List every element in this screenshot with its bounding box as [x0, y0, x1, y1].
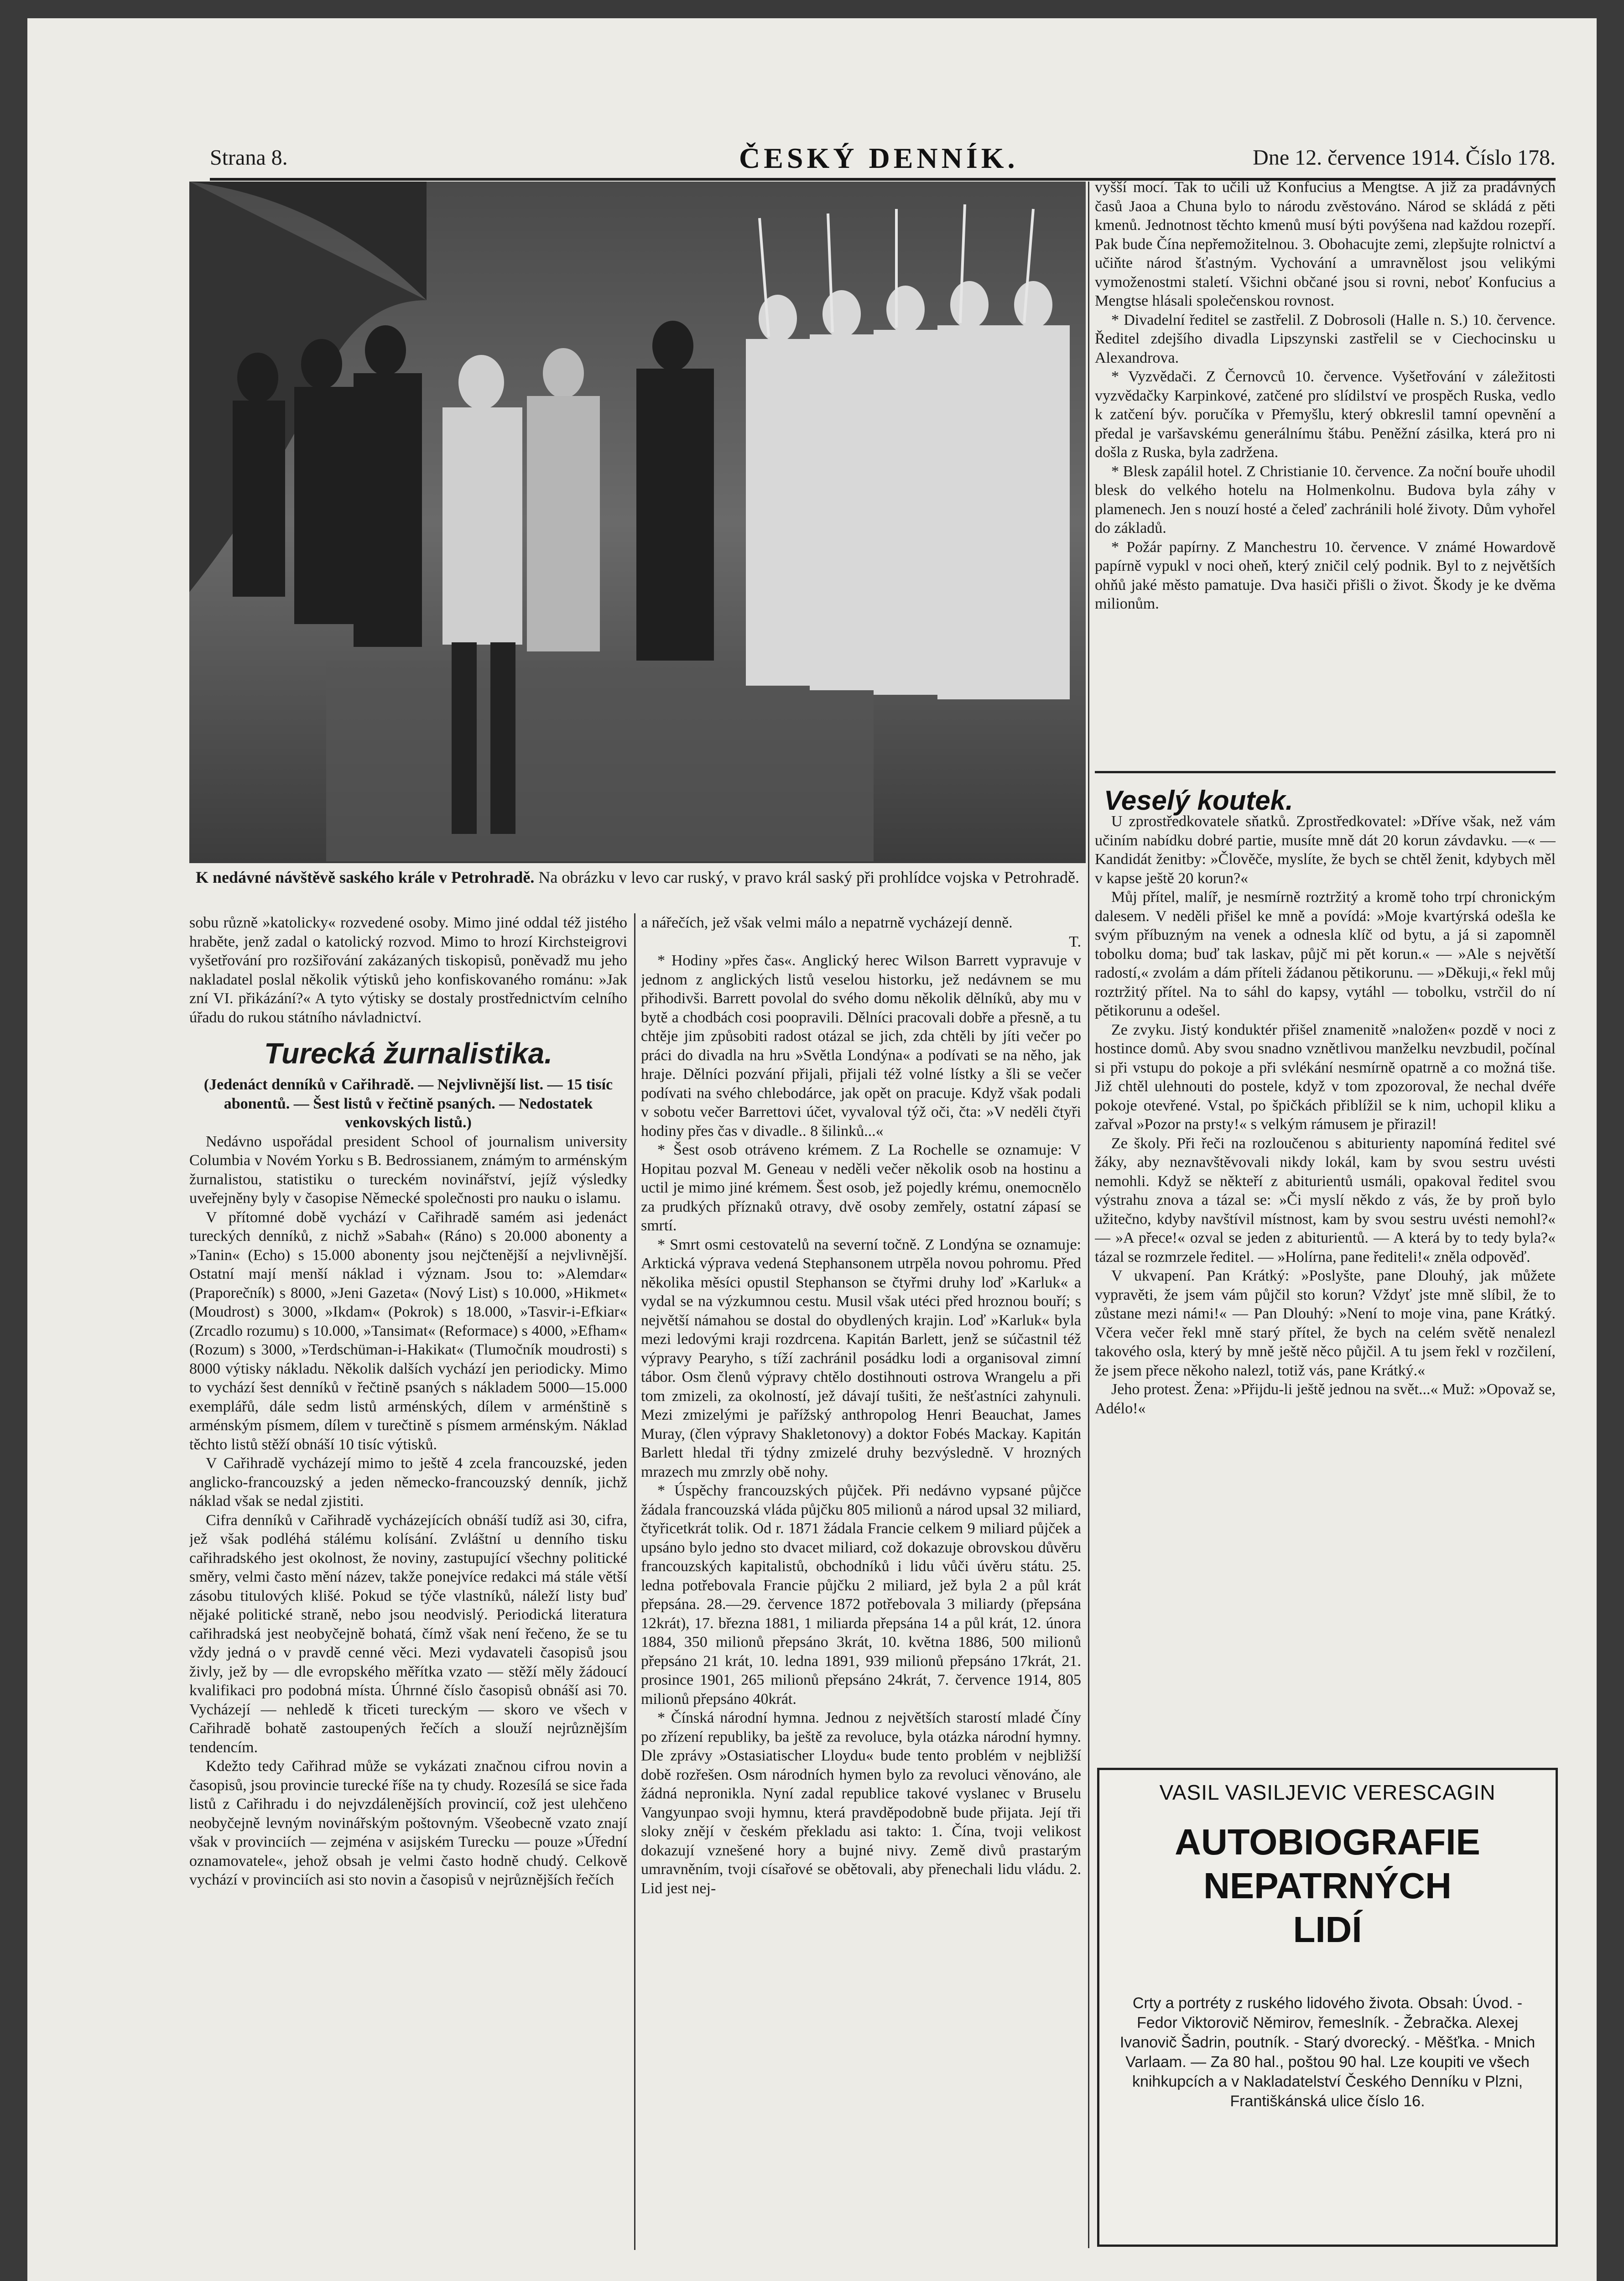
- paragraph: V Cařihradě vycházejí mimo to ještě 4 zcela francouzské, jeden anglicko-francouzský a jeden německo-francouzský denník, jichž náklad však se nedal zjistiti.: [189, 1455, 627, 1510]
- column-rule: [1088, 182, 1089, 2248]
- article-continuation: a nářečích, jež však velmi málo a nepatrně vycházejí denně.: [641, 914, 1013, 931]
- news-item: * Blesk zapálil hotel. Z Christianie 10. července. Za noční bouře uhodil blesk do velkého hotelu na Holmenkolnu. Budova byla záhy v plamenech. Jen s nouzí hosté a čeleď zachránili holé životy. Dům vyhořel do základů.: [1095, 463, 1556, 536]
- news-item: * Požár papírny. Z Manchestru 10. července. V známé Howardově papírně vypukl v noci oheň, který zničil celý podnik. Byl to z největších ohňů jaké město pamatuje. Dva hasiči přišli o život. Škody je ke dvěma milionům.: [1095, 538, 1556, 612]
- halftone-photo: [189, 182, 1086, 863]
- column-3: [1095, 178, 1556, 782]
- joke: Jeho protest. Žena: »Přijdu-li ještě jednou na svět...« Muž: »Opovaž se, Adélo!«: [1095, 1381, 1556, 1417]
- photo-caption: [189, 867, 1086, 888]
- book-advertisement: [1097, 1768, 1558, 2247]
- article-continuation: vyšší mocí. Tak to učili už Konfucius a Mengtse. A již za pradávných časů Jaoa a Chuna bylo to národu zvěstováno. Národ se skládá z pěti kmenů. Jednotnost těchto kmenů musí býti povýšena nad každou rozepří. Pak bude Čína nepřemožitelnou. 3. Obohacujte zemi, zlepšujte rolnictví a učiňte národ šťastným. Vychování a umravnělost jsou velikými vymoženostmi staletí. Všichni občané jsou si rovni, neboť Konfucius a Mengtse hlásali společenskou rovnost.: [1095, 179, 1556, 309]
- caption-lead: K nedávné návštěvě saského krále v Petrohradě.: [196, 868, 535, 886]
- joke: U zprostředkovatele sňatků. Zprostředkovatel: »Dříve však, než vám učiním nabídku dobré partie, musíte mně dát 20 korun závdavku. —« — Kandidát ženitby: »Člověče, myslíte, že bych se chtěl ženit, kdybych měl v kapse ještě 20 korun?«: [1095, 813, 1556, 887]
- news-item: * Smrt osmi cestovatelů na severní točně. Z Londýna se oznamuje: Arktická výprava vedená Stephansonem utrpěla novou pohromu. Před několika měsíci opustil Stephanson se čtyřmi druhy loď »Karluk« a vydal se na výzkumnou cestu. Musil však utéci před hroznou bouří; s největší námahou se dostal do obydlených krajin. Loď »Karluk« byla mezi ledovými kraji rozdrcena. Kapitán Barlett, jenž se súčastnil též výpravy Pearyho, s tíží zachránil posádku lodi a organisoval zimní tábor. Osm členů výpravy chtělo dostihnouti ostrova Wrangelu a při tom zmizeli, za okolností, jež dávají tušiti, že nešťastníci zahynuli. Mezi zmizelými je pařížský anthropolog Henri Beauchat, James Muray, (člen výpravy Shakletonovy) a doktor Fobés Mackay. Kapitán Barlett hledal tři týdny zmizelé druhy bezvýsledně. V hrozných mrazech mu zmrzly obě nohy.: [641, 1236, 1081, 1480]
- news-item: * Divadelní ředitel se zastřelil. Z Dobrosoli (Halle n. S.) 10. července. Ředitel zdejšího divadla Lipszynski zastřelil se v Ciechocinsku u Alexandrova.: [1095, 311, 1556, 366]
- caption-text: Na obrázku v levo car ruský, v pravo král saský při prohlídce vojska v Petrohradě.: [538, 868, 1079, 886]
- ad-body: Crty a portréty z ruského lidového života. Obsah: Úvod. - Fedor Viktorovič Němirov, řemeslník. - Žebračka. Alexej Ivanovič Šadrin, poutník. - Starý dvorecký. - Měšťka. - Mnich Varlaam. — Za 80 hal., poštou 90 hal. Lze koupiti ve všech knihkupcích a v Nakladatelství Českého Denníku v Plzni, Františkánská ulice číslo 16.: [1119, 1995, 1536, 2110]
- ad-title-line: LIDÍ: [1293, 1909, 1362, 1950]
- news-item: * Vyzvědači. Z Černovců 10. července. Vyšetřování v záležitosti vyzvědačky Karpinkové, zatčené pro slídilství ve prospěch Ruska, vedlo k zatčení býv. poručíka v Přemyšlu, který obkreslil tamní opevnění a předal je varšavskému generálnímu štábu. Peněžní zásilka, která pro ni došla z Ruska, byla zadržena.: [1095, 368, 1556, 461]
- paragraph: Kdežto tedy Cařihrad může se vykázati značnou cifrou novin a časopisů, jsou provincie turecké říše na ty chudy. Rozesílá se sice řada listů z Cařihradu i do nejvzdálenějších provincií, což jest ulehčeno neobyčejně levným novinářským poštovným. Všeobecně vzato znají však v provinciích — zejména v asijském Turecku — pouze »Úřední oznamovatele«, jehož obsah je velmi často hodně chudý. Celkově vychází v provinciích asi sto novin a časopisů v nejrůznějších řečích: [189, 1758, 627, 1888]
- newspaper-page: [27, 18, 1597, 2281]
- ad-author: VASIL VASILJEVIC VERESCAGIN: [1159, 1781, 1496, 1804]
- column-2: [641, 913, 1081, 2250]
- section-heading: Veselý koutek.: [1104, 785, 1293, 816]
- column-4-humor: [1095, 812, 1556, 1761]
- column-rule: [634, 913, 635, 2250]
- joke: V ukvapení. Pan Krátký: »Poslyšte, pane Dlouhý, jak můžete vypravěti, že jsem vám půjčil sto korun? Vždyť jste mně slíbil, že to zůstane mezi námi!« — Pan Dlouhý: »Není to moje vina, pane Krátký. Včera večer řekl mně starý přítel, že bych na celém světě nenalezl takového osla, který by mně ještě něco půjčil. A tu jsem řekl v rozčilení, že jsem přece někoho nalezl, totiž vás, pane Krátký.«: [1095, 1267, 1556, 1379]
- article-lead: (Jedenáct denníků v Cařihradě. — Nejvlivnější list. — 15 tisíc abonentů. — Šest listů v řečtině psaných. — Nedostatek venkovských listů.): [203, 1076, 613, 1131]
- paragraph: Cifra denníků v Cařihradě vycházejících obnáší tudíž asi 30, cifra, jež však podléhá stálému kolísání. Zvláštní u denního tisku cařihradského jest okolnost, že noviny, zastupující všechny politické směry, velmi často mění název, takže ponejvíce redakci má stále větší zásobu titulových klišé. Pokud se týče vlastníků, náleží listy buď nějaké politické straně, nebo jsou neodvislý. Periodická literatura cařihradská jest neobyčejně bohatá, čímž však není řečeno, že se tu vždy jedná o v pravdě cenné věci. Mezi vydavateli časopisů jsou živly, jež by — dle evropského měřítka vzato — stěží měly žádoucí kvalifikaci pro podobná místa. Úhrnné číslo časopisů obnáší asi 70. Vycházejí — nehledě k třiceti tureckým — skoro ve všech v Cařihradě bohatě zastoupených řečích a slouží nejrůznějším tendencím.: [189, 1511, 627, 1756]
- news-item: * Úspěchy francouzských půjček. Při nedávno vypsané půjčce žádala francouzská vláda půjčku 805 milionů a národ upsal 32 miliard, čtyřicetkrát tolik. Od r. 1871 žádala Francie celkem 9 miliard půjček a upsáno bylo jedno sto dvacet miliard, což dokazuje obrovskou důvěru francouzských kapitalistů, obchodníků i lidu vůči úvěru státu. 25. ledna potřebovala Francie půjčku 2 miliard, jež byla 2 a půl krát přepsána. 28.—29. července 1872 potřebovala 3 miliardy (přepsána 12krát), 17. března 1881, 1 miliarda přepsána 14 a půl krát, 12. února 1884, 350 milionů přepsáno 3krát, 10. května 1886, 500 milionů přepsáno 21 krát, 10. ledna 1891, 939 milionů přepsáno 17krát, 21. prosince 1901, 265 milionů přepsáno 24krát, 7. července 1914, 805 milionů přepsáno 40krát.: [641, 1482, 1081, 1708]
- joke: Můj přítel, malíř, je nesmírně roztržitý a kromě toho trpí chronickým dalesem. V neděli přišel ke mně a povídá: »Moje kvartýrská odešla ke svým příbuzným na venek a odnesla klíč od bytu, a já si zapomněl tobolku doma; buď tak laskav, půjč mi pět korun.« — »Ale s největší radostí,« zvolám a dám příteli žádanou pětikorunu. — »Děkuji,« řekl můj roztržitý přítel. Na to sáhl do kapsy, vytáhl — tobolku, vstrčil do ní pětikorunu a odešel.: [1095, 889, 1556, 1019]
- joke: Ze zvyku. Jistý konduktér přišel znamenitě »naložen« pozdě v noci z hostince domů. Aby svou snadno vznětlivou manželku nevzbudil, počínal si při vstupu do pokoje a při svlékání nesmírně opatrně a co možná tiše. Již chtěl ulehnouti do postele, když v tom zpozoroval, že nechal dvéře pokoje otevřené. Vstal, po špičkách přiblížil se k nim, uchopil kliku a zařval »Pozor na prsty!« s velkým rámusem je přirazil!: [1095, 1021, 1556, 1133]
- news-item: * Šest osob otráveno krémem. Z La Rochelle se oznamuje: V Hopitau pozval M. Geneau v neděli večer několik osob na hostinu a uctil je mimo jiné krémem. Šest osob, jež pojedly krému, onemocnělo za prudkých příznaků otravy, dvě osoby zemřely, ostatní zápasí se smrtí.: [641, 1141, 1081, 1234]
- ad-title: [1099, 1820, 1556, 1952]
- ad-title-line: NEPATRNÝCH: [1203, 1865, 1452, 1906]
- article-signature: T.: [1069, 933, 1081, 950]
- page-number: Strana 8.: [210, 146, 288, 170]
- news-item: * Hodiny »přes čas«. Anglický herec Wilson Barrett vypravuje v jednom z anglických listů veselou historku, jež nedávnem se mu přihodivši. Barrett povolal do svého domu několik dělníků, aby mu v bytě a chodbách cosi poopravili. Dělníci pracovali dobře a přesně, a tu chtěje jim způsobiti radost otázal se jich, zda chtěli by jíti večer po práci do divadla na hru »Světla Londýna« a podívati se na něho, jak hraje. Dělníci pozvání přijali, přijali též volné lístky a šli se večer podívati na svého chlebodárce, jak opět on pracuje. Když však podali v sobotu večer Barrettovi účet, vyvaloval týž oči, čta: »V neděli čtyři hodiny přes čas v divadle.. 8 šilinků...«: [641, 952, 1081, 1140]
- section-rule: [1095, 771, 1556, 773]
- news-item: * Čínská národní hymna. Jednou z největších starostí mladé Číny po zřízení republiky, ba ještě za revoluce, byla otázka národní hymny. Dle zprávy »Ostasiatischer Lloydu« bude tento problém v nejbližší době rozřešen. Osm národních hymen bylo za revoluci věnováno, ale žádná nepronikla. Nyní zadal republice takové vyslanec v Bruselu Vangyunpao svoji hymnu, která pravděpodobně bude přijata. Její tři sloky znějí v českém překladu asi takto: 1. Čína, tvoji velikost dokazují vznešené hory a bujné nivy. Země divů prastarým umravněním, tvoji císařové se obětovali, aby přenechali lidu vládu. 2. Lid jest nej-: [641, 1709, 1081, 1897]
- ad-title-line: AUTOBIOGRAFIE: [1175, 1822, 1480, 1862]
- article-continuation: sobu různě »katolicky« rozvedené osoby. Mimo jiné oddal též jistého hraběte, jenž zadal o katolický rozvod. Mimo to hrozí Kirchsteigrovi vyšetřování pro rozšiřování zakázaných tiskopisů, poněvadž mu jeho nakladatel poslal několik výtisků jeho konfiskovaného románu: »Jak zní VI. přikázání?« A tyto výtisky se dostaly prostřednictvím celního úřadu do rukou státního návladnictví.: [189, 914, 627, 1026]
- page-header: [210, 141, 1556, 178]
- article-heading: Turecká žurnalistika.: [264, 1037, 552, 1070]
- issue-date: Dne 12. července 1914. Číslo 178.: [1253, 146, 1556, 170]
- joke: Ze školy. Při řeči na rozloučenou s abiturienty napomíná ředitel své žáky, aby neznavštěvovali nikdy lokál, kam by svou sestru uvésti nemohli. Když se někteří z abiturientů usmáli, opakoval ředitel svou výstrahu znova a tázal se: »Či myslí někdo z vás, že by proň bylo užitečno, kdyby navštívil místnost, kam by svou sestru uvésti nemohl?« — »A přece!« ozval se jeden z abiturientů. — A která by to tedy byla?« tázal se rozmrzele ředitel. — »Holírna, pane řediteli!« zněla odpověď.: [1095, 1135, 1556, 1265]
- paragraph: Nedávno uspořádal president School of journalism university Columbia v Novém Yorku s B. Bedrossianem, známým to arménským žurnalistou, statistiku o tureckém novinářství, jejíž výsledky uveřejněny byly v časopise Německé společnosti pro nauku o islamu.: [189, 1133, 627, 1207]
- paragraph: V přítomné době vychází v Cařihradě samém asi jedenáct tureckých denníků, z nichž »Sabah« (Ráno) s 20.000 abonenty a »Tanin« (Echo) s 15.000 abonenty jsou nejčtenější a nejvlivnější. Ostatní mají menší náklad i význam. Jsou to: »Alemdar« (Praporečník) s 8000, »Jeni Gazeta« (Nový List) s 10.000, »Hikmet« (Moudrost) s 3000, »Ikdam« (Pokrok) s 18.000, »Tasvir-i-Efkiar« (Zrcadlo rozumu) s 10.000, »Tansimat« (Reformace) s 4000, »Efham« (Rozum) s 3000, »Terdschüman-i-Hakikat« (Tlumočník moudrosti) s 8000 výtisky nákladu. Několik dalších vychází jen periodicky. Mimo to vychází šest denníků v řečtině psaných s nákladem 5000—15.000 exemplářů, dále sedm listů arménských, dílem v arménštině s arménským písmem, dílem v turečtině s písmem arménským. Náklad těchto listů stěží obnáší 10 tisíc výtisků.: [189, 1208, 627, 1453]
- masthead-title: ČESKÝ DENNÍK.: [739, 142, 1019, 174]
- column-1: [189, 913, 627, 2250]
